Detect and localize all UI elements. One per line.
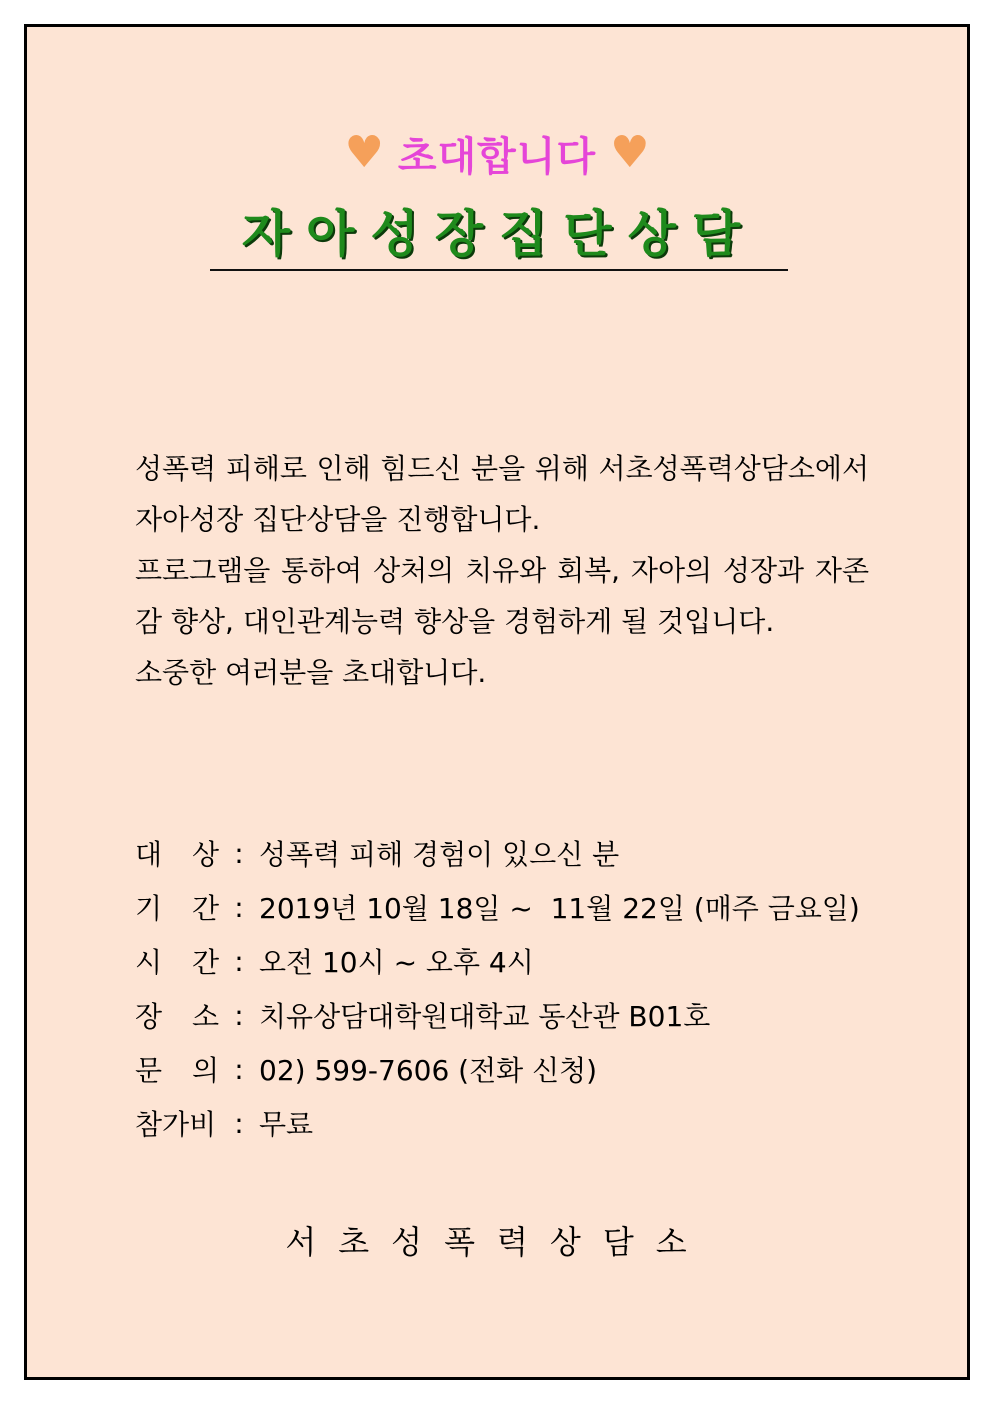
invite-heading [27, 123, 967, 183]
info-label [135, 941, 219, 981]
info-label-char: 상 [191, 838, 219, 871]
info-label-char: 간 [191, 946, 219, 979]
invite-text: 초대합니다 [397, 133, 597, 180]
heart-icon: ♥ [610, 127, 650, 178]
info-value: 오전 10시 ~ 오후 4시 [259, 946, 534, 979]
info-value: 02) 599-7606 (전화 신청) [259, 1054, 598, 1087]
info-value: 2019년 10월 18일 ~ 11월 22일 (매주 금요일) [259, 892, 860, 925]
info-colon: : [234, 998, 244, 1032]
info-colon: : [234, 890, 244, 924]
info-label-char: 문 [135, 1054, 163, 1087]
intro-paragraph: 소중한 여러분을 초대합니다. [135, 656, 487, 689]
heart-icon: ♥ [344, 127, 384, 178]
info-label-char: 대 [135, 838, 163, 871]
info-colon: : [234, 1052, 244, 1086]
info-value: 무료 [259, 1108, 314, 1141]
poster-frame [24, 24, 970, 1380]
poster-title: 자아성장집단상담 [210, 203, 788, 271]
info-label: 참가비 [135, 1108, 217, 1141]
info-colon: : [234, 836, 244, 870]
organization-name: 서초성폭력상담소 [285, 1223, 709, 1261]
info-row-period [135, 880, 860, 934]
info-label-char: 장 [135, 1000, 163, 1033]
info-label [135, 887, 219, 927]
info-row-time [135, 934, 860, 988]
info-label-char: 소 [191, 1000, 219, 1033]
info-label [135, 1049, 219, 1089]
info-row-inquiry [135, 1042, 860, 1096]
info-value: 성폭력 피해 경험이 있으신 분 [259, 838, 620, 871]
info-label-char: 의 [191, 1054, 219, 1087]
info-label [135, 833, 219, 873]
info-row-fee [135, 1096, 860, 1150]
info-colon: : [234, 944, 244, 978]
info-value: 치유상담대학원대학교 동산관 B01호 [259, 1000, 711, 1033]
info-label-char: 기 [135, 892, 163, 925]
intro-paragraph: 성폭력 피해로 인해 힘드신 분을 위해 서초성폭력상담소에서 자아성장 집단상담을 진행합니다. [135, 452, 869, 536]
info-label-char: 시 [135, 946, 163, 979]
intro-paragraph: 프로그램을 통하여 상처의 치유와 회복, 자아의 성장과 자존감 향상, 대인관계능력 향상을 경험하게 될 것입니다. [135, 554, 869, 638]
info-row-target [135, 826, 860, 880]
info-list [135, 826, 860, 1150]
info-label [135, 995, 219, 1035]
info-label-char: 간 [191, 892, 219, 925]
intro-text [135, 443, 869, 698]
info-row-place [135, 988, 860, 1042]
info-colon: : [234, 1106, 244, 1140]
